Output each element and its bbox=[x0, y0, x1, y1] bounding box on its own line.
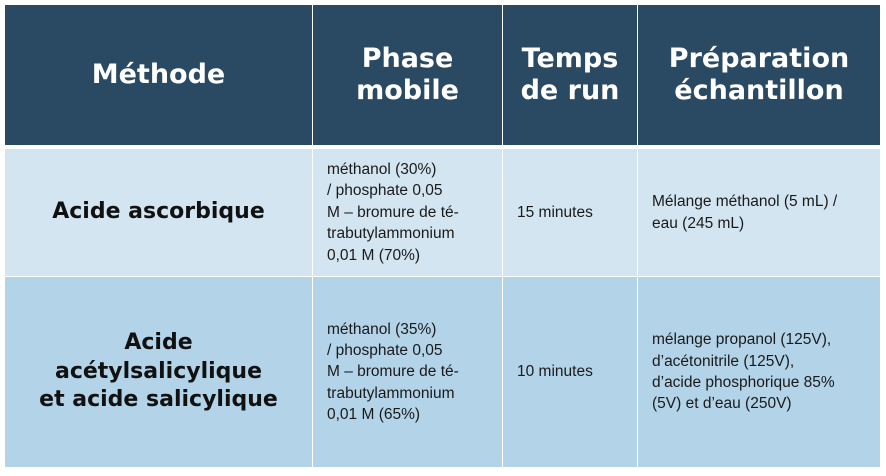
table-row-1-preparation bbox=[638, 149, 880, 277]
table-row-1-temps bbox=[503, 149, 638, 277]
header-preparation bbox=[638, 5, 880, 149]
header-phase-mobile bbox=[313, 5, 503, 149]
table-row-1-method bbox=[5, 149, 313, 277]
table-row-2-phase-mobile bbox=[313, 277, 503, 468]
methods-table bbox=[5, 5, 880, 468]
table-row-2-method bbox=[5, 277, 313, 468]
header-methode bbox=[5, 5, 313, 149]
method-name: Acide acétylsalicylique et acide salicylique bbox=[39, 330, 278, 413]
phase-mobile-value: méthanol (35%) / phosphate 0,05 M – bromure de té- trabutylammonium 0,01 M (65%) bbox=[327, 320, 459, 424]
method-name: Acide ascorbique bbox=[52, 199, 265, 225]
phase-mobile-value: méthanol (30%) / phosphate 0,05 M – bromure de té- trabutylammonium 0,01 M (70%) bbox=[327, 161, 459, 264]
preparation-value: mélange propanol (125V), d’acétonitrile (125V), d’acide phosphorique 85% (5V) et d’eau (250V) bbox=[652, 331, 835, 413]
header-preparation-label: Préparation échantillon bbox=[668, 43, 850, 106]
temps-value: 15 minutes bbox=[517, 203, 593, 221]
header-methode-label: Méthode bbox=[91, 59, 226, 91]
table-row-1-phase-mobile bbox=[313, 149, 503, 277]
preparation-value: Mélange méthanol (5 mL) / eau (245 mL) bbox=[652, 193, 838, 232]
table-row-2-preparation bbox=[638, 277, 880, 468]
header-phase-mobile-label: Phase mobile bbox=[356, 43, 459, 106]
temps-value: 10 minutes bbox=[517, 363, 593, 381]
table-row-2-temps bbox=[503, 277, 638, 468]
header-temps-de-run-label: Temps de run bbox=[520, 43, 620, 106]
header-temps-de-run bbox=[503, 5, 638, 149]
